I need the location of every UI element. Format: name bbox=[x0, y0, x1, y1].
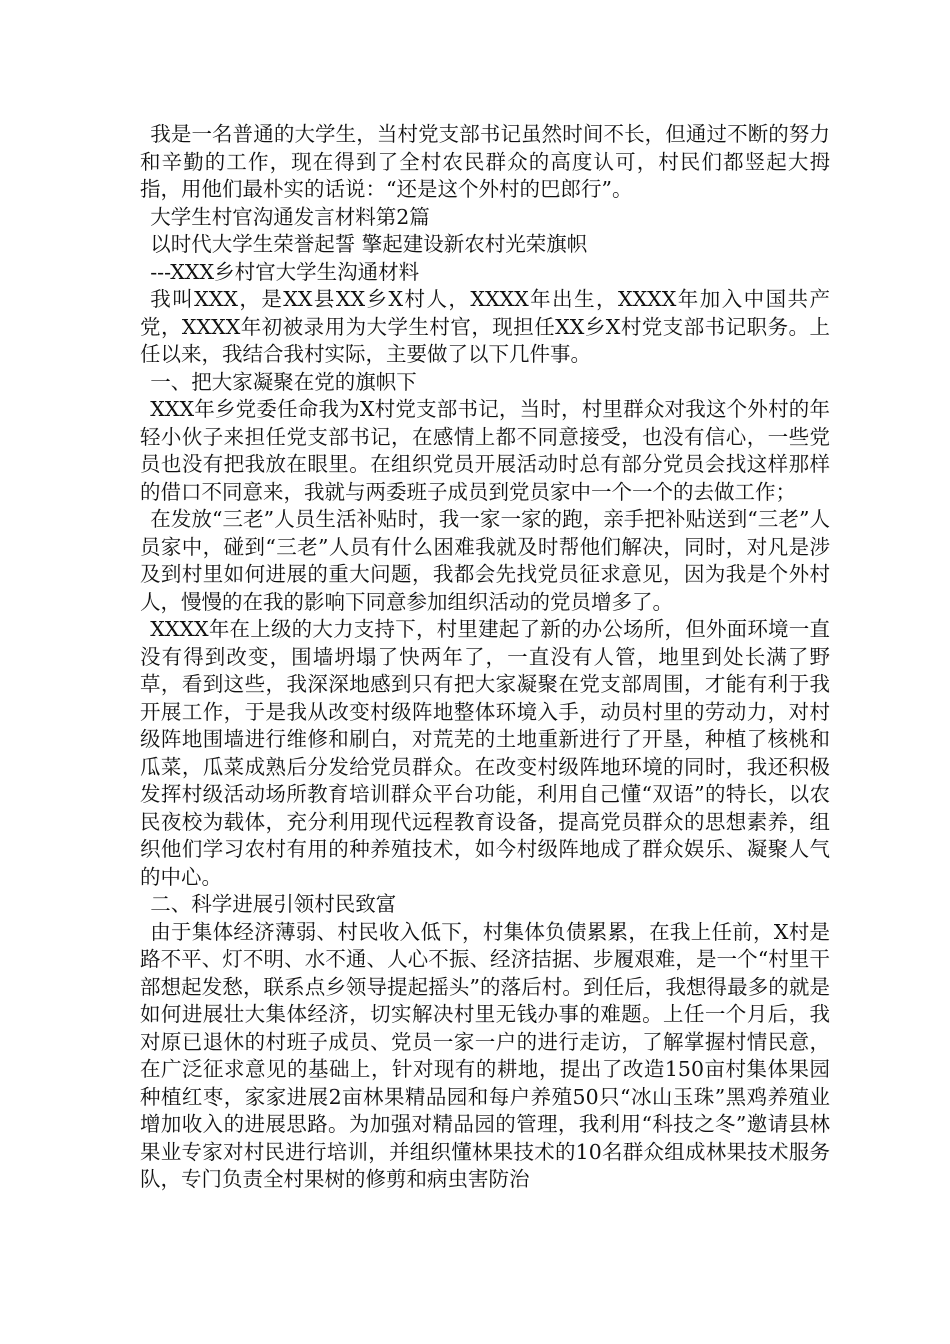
paragraph-self-introduction: 我叫XXX，是XX县XX乡X村人，XXXX年出生，XXXX年加入中国共产党，XXXX年初被录用为大学生村官，现担任XX乡X村党支部书记职务。上任以来，我结合我村实际，主要做了以下几件事。 bbox=[140, 287, 830, 366]
document-byline: ---XXX乡村官大学生沟通材料 bbox=[150, 259, 420, 284]
paragraph-appointment: XXX年乡党委任命我为X村党支部书记，当时，村里群众对我这个外村的年轻小伙子来担任党支部书记，在感情上都不同意接受，也没有信心，一些党员也没有把我放在眼里。在组织党员开展活动时总有部分党员会找这样那样的借口不同意来，我就与两委班子成员到党员家中一个一个的去做工作； bbox=[140, 397, 830, 504]
section-heading-2: 二、科学进展引领村民致富 bbox=[150, 892, 397, 916]
document-page bbox=[140, 121, 830, 1194]
paragraph-office-environment: XXXX年在上级的大力支持下，村里建起了新的办公场所，但外面环境一直没有得到改变，围墙坍塌了快两年了，一直没有人管，地里到处长满了野草，看到这些，我深深地感到只有把大家凝聚在党支部周围，才能有利于我开展工作，于是我从改变村级阵地整体环境入手，动员村里的劳动力，对村级阵地围墙进行维修和刷白，对荒芜的土地重新进行了开垦，种植了核桃和瓜菜，瓜菜成熟后分发给党员群众。在改变村级阵地环境的同时，我还积极发挥村级活动场所教育培训群众平台功能，利用自己懂“双语”的特长，以农民夜校为载体，充分利用现代远程教育设备，提高党员群众的思想素养，组织他们学习农村有用的种养殖技术，如今村级阵地成了群众娱乐、凝聚人气的中心。 bbox=[140, 617, 830, 889]
document-subtitle: 以时代大学生荣誉起誓 擎起建设新农村光荣旗帜 bbox=[150, 232, 588, 256]
paragraph-economy: 由于集体经济薄弱、村民收入低下，村集体负债累累，在我上任前，X村是路不平、灯不明、水不通、人心不振、经济拮据、步履艰难，是一个“村里干部想起发愁，联系点乡领导提起摇头”的落后村。到任后，我想得最多的就是如何进展壮大集体经济，切实解决村里无钱办事的难题。上任一个月后，我对原已退休的村班子成员、党员一家一户的进行走访，了解掌握村情民意，在广泛征求意见的基础上，针对现有的耕地，提出了改造150亩村集体果园种植红枣，家家进展2亩林果精品园和每户养殖50只“冰山玉珠”黑鸡养殖业增加收入的进展思路。为加强对精品园的管理，我利用“科技之冬”邀请县林果业专家对村民进行培训，并组织懂林果技术的10名群众组成林果技术服务队，专门负责全村果树的修剪和病虫害防治 bbox=[140, 919, 830, 1191]
paragraph-subsidy: 在发放“三老”人员生活补贴时，我一家一家的跑，亲手把补贴送到“三老”人员家中，碰到“三老”人员有什么困难我就及时帮他们解决，同时，对凡是涉及到村里如何进展的重大问题，我都会先找党员征求意见，因为我是个外村人，慢慢的在我的影响下同意参加组织活动的党员增多了。 bbox=[140, 507, 830, 614]
paragraph-intro-conclusion: 我是一名普通的大学生，当村党支部书记虽然时间不长，但通过不断的努力和辛勤的工作，现在得到了全村农民群众的高度认可，村民们都竖起大拇指，用他们最朴实的话说：“还是这个外村的巴郎行”。 bbox=[140, 122, 830, 201]
section-heading-1: 一、把大家凝聚在党的旗帜下 bbox=[150, 369, 417, 394]
document-title: 大学生村官沟通发言材料第2篇 bbox=[150, 204, 430, 229]
